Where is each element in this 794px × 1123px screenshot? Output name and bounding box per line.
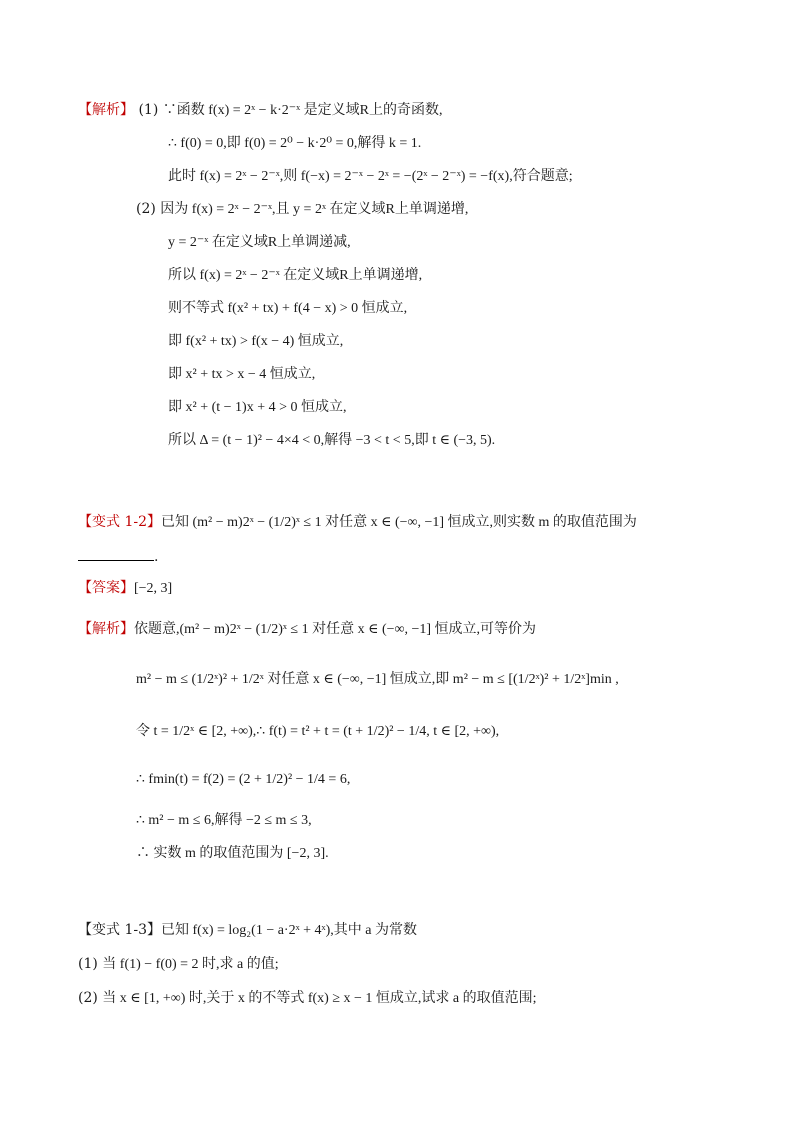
- math-text: ∴ m² − m ≤ 6,解得 −2 ≤ m ≤ 3,: [136, 813, 312, 828]
- math-text: 令 t = 1/2ˣ ∈ [2, +∞),∴ f(t) = t² + t = (t + 1/2)² − 1/4, t ∈ [2, +∞),: [136, 724, 500, 739]
- variant-1-2-sol-line-3: [136, 720, 499, 743]
- solution-1-line-3: [168, 165, 573, 188]
- math-text: ∵函数 f(x) = 2ˣ − k·2⁻ˣ 是定义域R上的奇函数,: [162, 103, 443, 118]
- part-label-1: (1): [138, 102, 159, 118]
- solution-1-line-6: [168, 264, 422, 287]
- sub-question-label-1: (1): [78, 956, 98, 972]
- math-text: 此时 f(x) = 2ˣ − 2⁻ˣ,则 f(−x) = 2⁻ˣ − 2ˣ = −(2ˣ − 2⁻ˣ) = −f(x),符合题意;: [168, 169, 573, 184]
- math-text: ∴ f(0) = 0,即 f(0) = 2⁰ − k·2⁰ = 0,解得 k = 1.: [168, 136, 422, 151]
- variant-1-3-question: [78, 919, 417, 942]
- math-text: 即 f(x² + tx) > f(x − 4) 恒成立,: [168, 334, 344, 349]
- sub-question-label-2: (2): [78, 990, 98, 1006]
- answer-value: [−2, 3]: [134, 581, 173, 596]
- solution-1-line-5: [168, 231, 351, 254]
- solution-1-line-4: [136, 198, 468, 221]
- variant-1-3-q1: [78, 953, 279, 976]
- question-text: 已知 (m² − m)2ˣ − (1/2)ˣ ≤ 1 对任意 x ∈ (−∞, −1] 恒成立,则实数 m 的取值范围为: [161, 515, 637, 530]
- answer-tag: 【答案】: [78, 580, 134, 596]
- answer-line: [78, 577, 172, 600]
- variant-1-2-question: [78, 511, 637, 534]
- math-text: 则不等式 f(x² + tx) + f(4 − x) > 0 恒成立,: [168, 301, 408, 316]
- solution-1-line-9: [168, 363, 315, 386]
- math-text: 因为 f(x) = 2ˣ − 2⁻ˣ,且 y = 2ˣ 在定义域R上单调递增,: [160, 202, 469, 217]
- math-text: 依题意,(m² − m)2ˣ − (1/2)ˣ ≤ 1 对任意 x ∈ (−∞, −1] 恒成立,可等价为: [134, 622, 537, 637]
- variant-1-2-sol-line-1: [78, 618, 536, 641]
- variant-1-3-q2: [78, 987, 537, 1010]
- solution-1-line-7: [168, 297, 407, 320]
- math-text: ∴ 实数 m 的取值范围为 [−2, 3].: [136, 846, 329, 861]
- solution-1-line-8: [168, 330, 343, 353]
- solution-1-line-10: [168, 396, 347, 419]
- blank-end: .: [154, 549, 159, 565]
- sub-question-text: 当 x ∈ [1, +∞) 时,关于 x 的不等式 f(x) ≥ x − 1 恒成立,试求 a 的取值范围;: [102, 991, 537, 1006]
- math-text: y = 2⁻ˣ 在定义域R上单调递减,: [168, 235, 351, 250]
- math-text: 即 x² + (t − 1)x + 4 > 0 恒成立,: [168, 400, 347, 415]
- part-label-2: (2): [136, 201, 156, 217]
- math-text: ∴ fmin(t) = f(2) = (2 + 1/2)² − 1/4 = 6,: [136, 772, 351, 787]
- answer-blank: [78, 546, 154, 561]
- math-text: 所以 Δ = (t − 1)² − 4×4 < 0,解得 −3 < t < 5,即 t ∈ (−3, 5).: [168, 433, 496, 448]
- variant-tag: 【变式 1-3】: [78, 922, 161, 938]
- variant-1-2-sol-line-2: [136, 668, 619, 691]
- solution-1-line-11: [168, 429, 495, 452]
- solution-1-line-1: [78, 99, 443, 122]
- solution-1-line-2: [168, 132, 421, 155]
- math-text: 所以 f(x) = 2ˣ − 2⁻ˣ 在定义域R上单调递增,: [168, 268, 423, 283]
- variant-tag: 【变式 1-2】: [78, 514, 161, 530]
- math-text: m² − m ≤ (1/2ˣ)² + 1/2ˣ 对任意 x ∈ (−∞, −1] 恒成立,即 m² − m ≤ [(1/2ˣ)² + 1/2ˣ]min ,: [136, 672, 619, 687]
- analysis-tag: 【解析】: [78, 621, 134, 637]
- math-text: 即 x² + tx > x − 4 恒成立,: [168, 367, 316, 382]
- question-text: 已知 f(x) = log₂(1 − a·2ˣ + 4ˣ),其中 a 为常数: [161, 923, 417, 938]
- variant-1-2-sol-line-4: [136, 768, 350, 791]
- sub-question-text: 当 f(1) − f(0) = 2 时,求 a 的值;: [102, 957, 279, 972]
- variant-1-2-sol-line-5: [136, 809, 312, 832]
- variant-1-2-sol-line-6: [136, 842, 329, 865]
- answer-blank-line: [78, 546, 158, 568]
- analysis-tag: 【解析】: [78, 102, 134, 118]
